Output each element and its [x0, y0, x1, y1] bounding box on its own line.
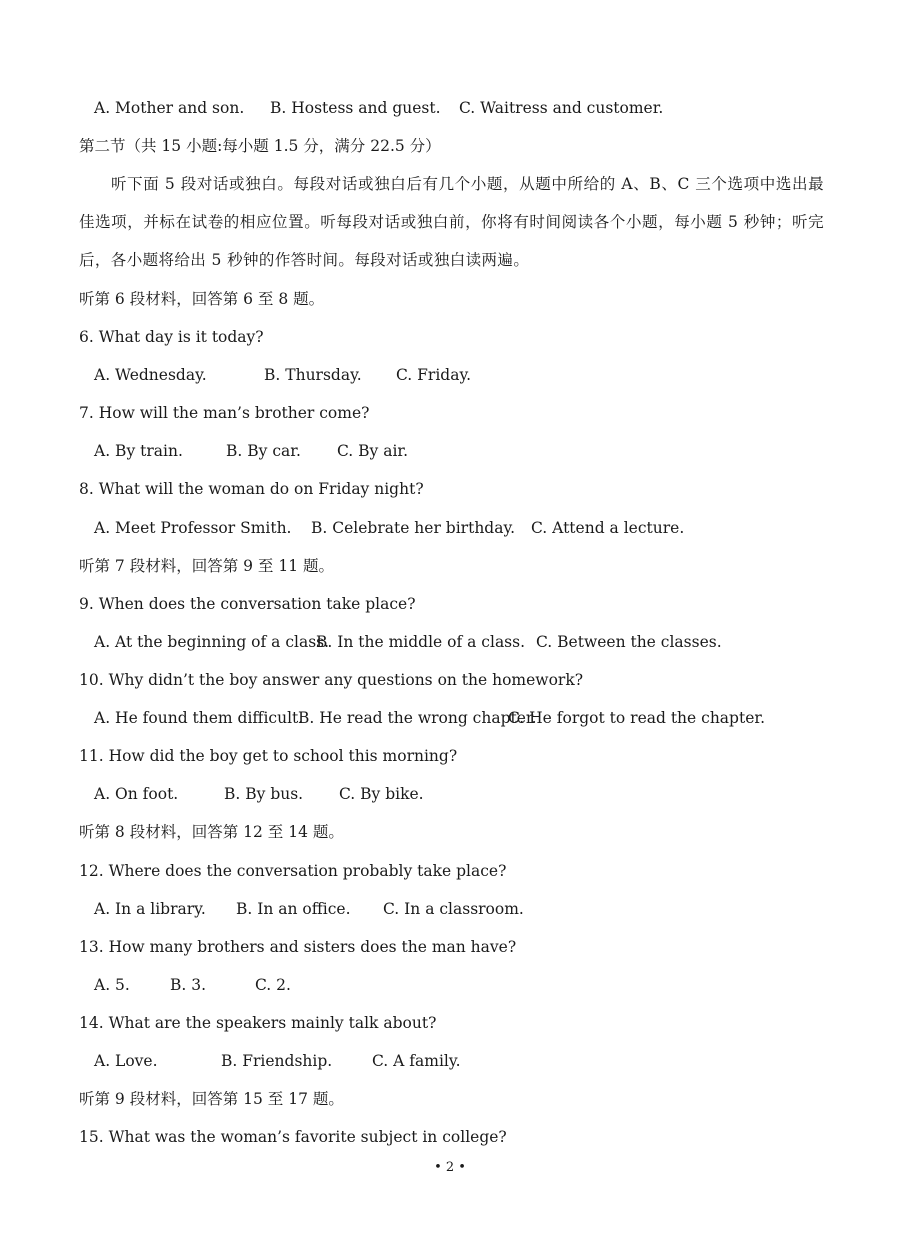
q5-option-b: B. Hostess and guest.: [270, 99, 441, 117]
group-6-heading: 听第 6 段材料，回答第 6 至 8 题。: [79, 290, 325, 308]
question-9-option-a: A. At the beginning of a class.: [94, 633, 330, 651]
question-12-stem: 12. Where does the conversation probably take place?: [79, 862, 507, 880]
question-13-stem: 13. How many brothers and sisters does the man have?: [79, 938, 517, 956]
question-7-option-a: A. By train.: [94, 442, 183, 460]
question-11-option-c: C. By bike.: [339, 785, 424, 803]
question-8-option-a: A. Meet Professor Smith.: [94, 519, 292, 537]
question-9-stem: 9. When does the conversation take place?: [79, 595, 416, 613]
question-6-stem: 6. What day is it today?: [79, 328, 264, 346]
question-14-option-a: A. Love.: [94, 1052, 158, 1070]
question-7-stem: 7. How will the man’s brother come?: [79, 404, 370, 422]
question-11-option-b: B. By bus.: [224, 785, 304, 803]
group-9-heading: 听第 9 段材料，回答第 15 至 17 题。: [79, 1090, 344, 1108]
question-15-stem: 15. What was the woman’s favorite subject in college?: [79, 1128, 507, 1146]
question-13-option-a: A. 5.: [94, 976, 130, 994]
question-6-option-b: B. Thursday.: [264, 366, 362, 384]
question-6-option-c: C. Friday.: [396, 366, 472, 384]
group-8-heading: 听第 8 段材料，回答第 12 至 14 题。: [79, 823, 344, 841]
question-11-stem: 11. How did the boy get to school this morning?: [79, 747, 458, 765]
question-10-option-b: B. He read the wrong chapter.: [298, 709, 537, 727]
q5-option-c: C. Waitress and customer.: [459, 99, 664, 117]
question-9-option-b: B. In the middle of a class.: [316, 633, 526, 651]
question-14-stem: 14. What are the speakers mainly talk about?: [79, 1014, 437, 1032]
question-14-option-b: B. Friendship.: [221, 1052, 333, 1070]
question-13-option-c: C. 2.: [255, 976, 291, 994]
group-7-heading: 听第 7 段材料，回答第 9 至 11 题。: [79, 557, 335, 575]
q5-option-a: A. Mother and son.: [94, 99, 245, 117]
question-12-option-c: C. In a classroom.: [383, 900, 524, 918]
question-9-option-c: C. Between the classes.: [536, 633, 722, 651]
question-11-option-a: A. On foot.: [94, 785, 179, 803]
question-12-option-b: B. In an office.: [236, 900, 351, 918]
question-13-option-b: B. 3.: [170, 976, 207, 994]
question-10-stem: 10. Why didn’t the boy answer any questions on the homework?: [79, 671, 584, 689]
question-8-stem: 8. What will the woman do on Friday night?: [79, 480, 424, 498]
question-8-option-b: B. Celebrate her birthday.: [311, 519, 516, 537]
section-heading: 第二节（共 15 小题:每小题 1.5 分，满分 22.5 分）: [79, 137, 441, 155]
question-7-option-c: C. By air.: [337, 442, 409, 460]
section-instructions: 听下面 5 段对话或独白。每段对话或独白后有几个小题，从题中所给的 A、B、C 三个选项中选出最佳选项，并标在试卷的相应位置。听每段对话或独白前，你将有时间阅读各个小题，每小题 5 秒钟；听完后，各小题将给出 5 秒钟的作答时间。每段对话或独白读两遍。: [79, 175, 824, 269]
question-7-option-b: B. By car.: [226, 442, 301, 460]
question-14-option-c: C. A family.: [372, 1052, 461, 1070]
question-10-option-c: C. He forgot to read the chapter.: [508, 709, 765, 727]
question-10-option-a: A. He found them difficult.: [94, 709, 304, 727]
page-number: • 2 •: [434, 1160, 466, 1175]
question-8-option-c: C. Attend a lecture.: [531, 519, 685, 537]
question-12-option-a: A. In a library.: [94, 900, 206, 918]
question-6-option-a: A. Wednesday.: [94, 366, 207, 384]
